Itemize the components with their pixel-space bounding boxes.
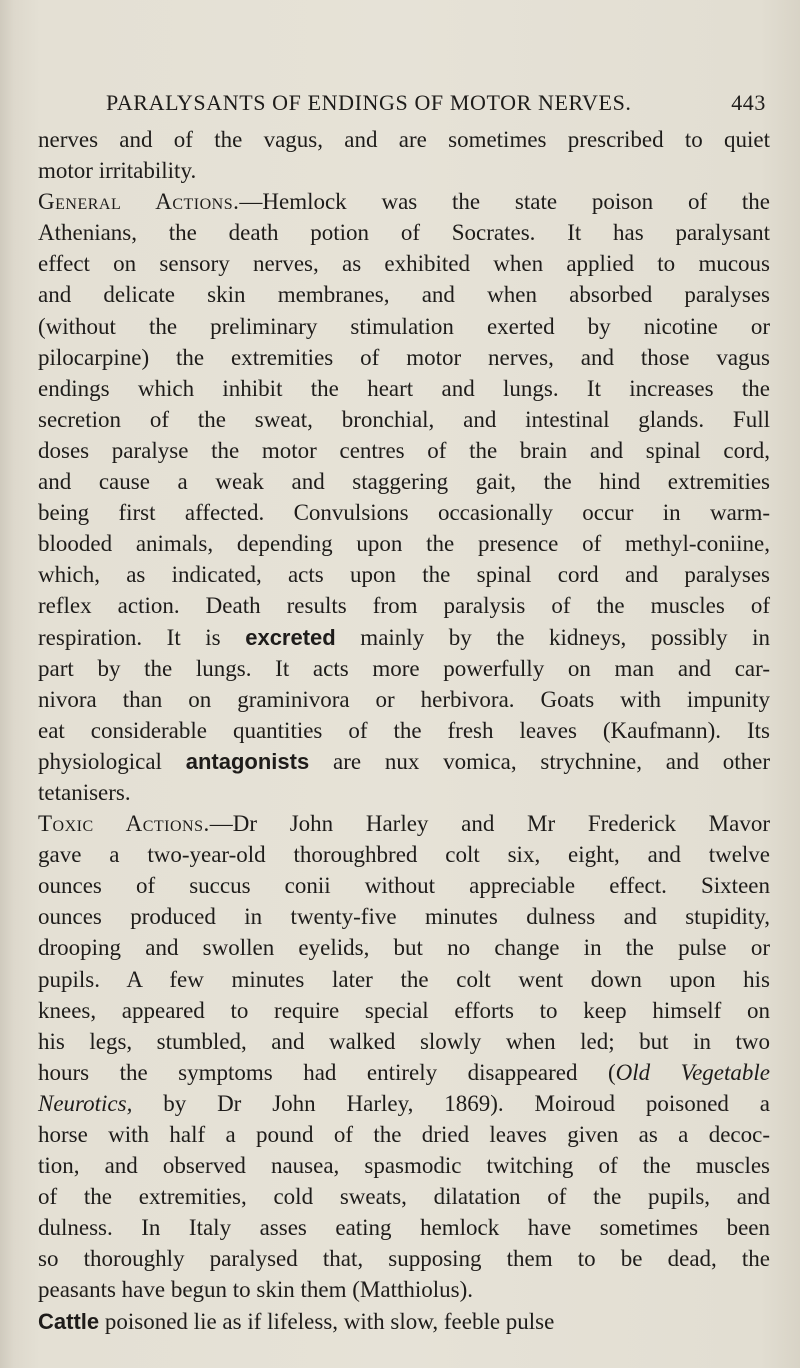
line-text: dulness. In Italy asses eating hemlock have sometimes been — [38, 1215, 770, 1241]
text-line — [38, 124, 770, 155]
line-text: his legs, stumbled, and walked slowly when led; but in two — [38, 1028, 770, 1054]
line-text: motor irritability. — [38, 158, 197, 184]
page-number: 443 — [731, 90, 766, 115]
text-line — [38, 373, 770, 404]
line-text: —Hemlock was the state poison of the — [239, 189, 770, 215]
line-text: nerves and of the vagus, and are sometimes prescribed to quiet — [38, 127, 770, 152]
body-text — [38, 124, 770, 1337]
emphasis-word: excreted — [245, 624, 336, 650]
line-text: being first affected. Convulsions occasionally occur in warm- — [38, 500, 770, 526]
text-line — [38, 1274, 770, 1305]
text-line — [38, 248, 770, 279]
text-line — [38, 870, 770, 901]
book-title-italic: Neurotics, — [38, 1090, 133, 1116]
text-line — [38, 559, 770, 590]
line-text: hours the symptoms had entirely disappeared ( — [38, 1059, 616, 1085]
line-text: so thoroughly paralysed that, supposing them to be dead, the — [38, 1246, 770, 1272]
line-text: secretion of the sweat, bronchial, and intestinal glands. Full — [38, 406, 770, 432]
line-text: eat considerable quantities of the fresh leaves (Kaufmann). Its — [38, 717, 770, 743]
line-text: peasants have begun to skin them (Matthiolus). — [38, 1277, 474, 1303]
text-line — [38, 622, 770, 653]
line-text: ounces of succus conii without appreciable effect. Sixteen — [38, 873, 770, 899]
line-text: drooping and swollen eyelids, but no change in the pulse or — [38, 935, 770, 961]
line-text: mainly by the kidneys, possibly in — [335, 624, 770, 650]
text-line — [38, 1057, 770, 1088]
line-text: knees, appeared to require special efforts to keep himself on — [38, 997, 770, 1023]
line-text: tetanisers. — [38, 779, 131, 805]
text-line — [38, 497, 770, 528]
text-line — [38, 342, 770, 373]
text-line — [38, 1088, 770, 1119]
line-text: tion, and observed nausea, spasmodic twitching of the muscles — [38, 1153, 770, 1179]
text-line — [38, 808, 770, 839]
line-text: of the extremities, cold sweats, dilatation of the pupils, and — [38, 1184, 770, 1210]
line-text: poisoned lie as if lifeless, with slow, feeble pulse — [99, 1308, 555, 1334]
text-line — [38, 653, 770, 684]
line-text: blooded animals, depending upon the presence of methyl-coniine, — [38, 531, 770, 557]
text-line — [38, 1306, 770, 1337]
text-line — [38, 995, 770, 1026]
line-text: physiological — [38, 748, 186, 774]
emphasis-word: Cattle — [38, 1308, 100, 1334]
line-text: gave a two-year-old thoroughbred colt six, eight, and twelve — [38, 842, 770, 868]
emphasis-word: antagonists — [185, 748, 310, 774]
line-text: pupils. A few minutes later the colt went down upon his — [38, 966, 770, 992]
text-line — [38, 1119, 770, 1150]
text-line — [38, 1243, 770, 1274]
text-line — [38, 404, 770, 435]
text-line — [38, 435, 770, 466]
text-line — [38, 964, 770, 995]
text-line — [38, 684, 770, 715]
text-line — [38, 1181, 770, 1212]
text-line — [38, 279, 770, 310]
line-text: are nux vomica, strychnine, and other — [309, 748, 771, 774]
text-line — [38, 932, 770, 963]
line-text: part by the lungs. It acts more powerfully on man and car- — [38, 655, 770, 681]
text-line — [38, 217, 770, 248]
line-text: which, as indicated, acts upon the spinal cord and paralyses — [38, 562, 770, 588]
text-line — [38, 746, 770, 777]
book-page — [38, 84, 770, 1337]
line-text: ounces produced in twenty-five minutes dulness and stupidity, — [38, 904, 770, 930]
text-line — [38, 1026, 770, 1057]
line-text: reflex action. Death results from paralysis of the muscles of — [38, 593, 770, 619]
line-text: horse with half a pound of the dried leaves given as a decoc- — [38, 1122, 770, 1147]
running-head — [38, 84, 770, 124]
text-line — [38, 777, 770, 808]
text-line — [38, 528, 770, 559]
line-text: by Dr John Harley, 1869). Moiroud poisoned a — [132, 1090, 770, 1116]
line-text: nivora than on graminivora or herbivora. Goats with impunity — [38, 686, 770, 712]
text-line — [38, 715, 770, 746]
line-text: and cause a weak and staggering gait, the hind extremities — [38, 469, 770, 495]
text-line — [38, 839, 770, 870]
running-title: PARALYSANTS OF ENDINGS OF MOTOR NERVES. — [106, 90, 632, 115]
line-text: pilocarpine) the extremities of motor nerves, and those vagus — [38, 344, 770, 370]
book-title-italic: Old Vegetable — [615, 1059, 770, 1085]
line-text: (without the preliminary stimulation exerted by nicotine or — [38, 313, 770, 339]
text-line — [38, 901, 770, 932]
section-heading: Toxic Actions. — [38, 811, 210, 837]
line-text: Athenians, the death potion of Socrates. It has paralysant — [38, 220, 770, 246]
text-line — [38, 311, 770, 342]
text-line — [38, 1212, 770, 1243]
text-line — [38, 1150, 770, 1181]
line-text: endings which inhibit the heart and lungs. It increases the — [38, 375, 770, 401]
line-text: and delicate skin membranes, and when absorbed paralyses — [38, 282, 770, 308]
text-line — [38, 155, 770, 186]
text-line — [38, 186, 770, 217]
text-line — [38, 466, 770, 497]
line-text: respiration. It is — [38, 624, 246, 650]
line-text: doses paralyse the motor centres of the brain and spinal cord, — [38, 437, 770, 463]
line-text: effect on sensory nerves, as exhibited when applied to mucous — [38, 251, 770, 277]
line-text: —Dr John Harley and Mr Frederick Mavor — [209, 811, 770, 837]
section-heading: General Actions. — [38, 189, 240, 215]
text-line — [38, 590, 770, 621]
